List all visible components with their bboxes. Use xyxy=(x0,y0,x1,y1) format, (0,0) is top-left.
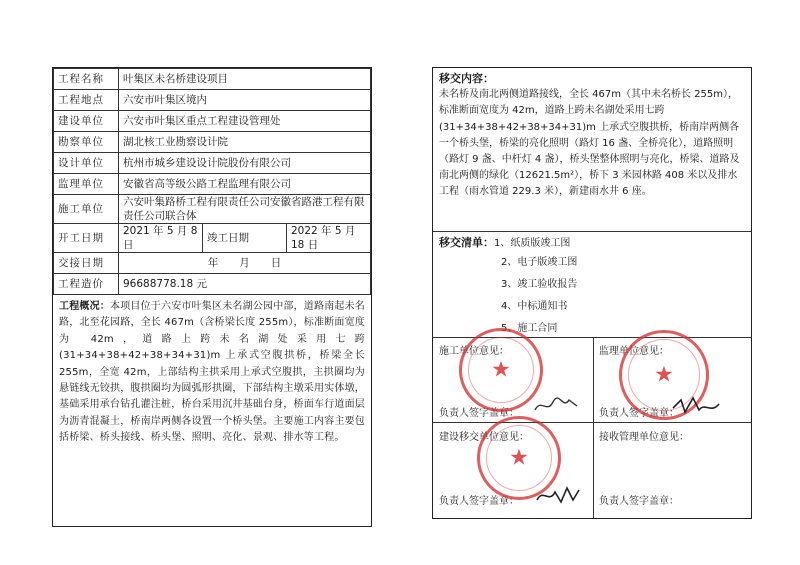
list-item: 5、施工合同 xyxy=(501,323,558,335)
row-label: 工程地点 xyxy=(54,90,119,111)
signer-label: 负责人签字盖章： xyxy=(599,408,679,419)
table-row xyxy=(54,174,371,195)
row-label: 建设单位 xyxy=(54,111,119,132)
contractor-unit: 六安叶集路桥工程有限责任公司安徽省路港工程有限责任公司联合体 xyxy=(119,195,371,224)
handover-date: 年 月 日 xyxy=(119,253,371,274)
survey-unit: 湖北核工业勘察设计院 xyxy=(119,132,371,153)
signer-label: 负责人签字盖章： xyxy=(599,496,679,507)
content-title: 移交内容： xyxy=(439,72,494,85)
handover-list xyxy=(433,232,751,338)
supervision-opinion: 监理单位意见： xyxy=(599,346,669,357)
start-date: 2021 年 5 月 8 日 xyxy=(119,224,203,253)
list-item: 1、纸质版竣工图 xyxy=(494,238,571,249)
list-item: 3、竣工验收报告 xyxy=(501,279,578,291)
table-row xyxy=(54,132,371,153)
row-label: 勘察单位 xyxy=(54,132,119,153)
star-icon: ★ xyxy=(509,445,529,471)
table-row xyxy=(54,153,371,174)
table-row xyxy=(54,69,371,90)
overview-text: 本项目位于六安市叶集区未名湖公园中部，道路南起未名路，北至花园路，全长 467m（含桥梁长度 255m），标准断面宽度为 42m，道路上跨未名湖处采用七跨(31+34+38+42+38+34+31)m 上承式空腹拱桥，桥梁全长 255m，全宽 42m，上部结构主拱采用上承式空腹拱，主拱圈均为悬链线无铰拱，腹拱圈均为圆弧形拱圈，下部结构主墩采用实体墩，基础采用承台钻孔灌注桩，桥台采用沉井基础台身，桥面车行道面层为沥青混凝土，桥南岸两侧各设置一个桥头堡。主要施工内容主要包括桥梁、桥头接线、桥头堡、照明、亮化、景观、排水等工程。 xyxy=(59,301,365,444)
project-cost: 96688778.18 元 xyxy=(119,274,371,295)
handwritten-signature xyxy=(533,394,579,416)
handover-content xyxy=(433,68,751,232)
project-overview xyxy=(53,295,371,451)
star-icon: ★ xyxy=(491,357,511,383)
table-row xyxy=(54,111,371,132)
handover-date-label: 交接日期 xyxy=(54,253,119,274)
handover-opinion: 建设移交单位意见： xyxy=(439,432,529,443)
design-unit: 杭州市城乡建设设计院股份有限公司 xyxy=(119,153,371,174)
handwritten-signature xyxy=(533,482,583,508)
company-seal xyxy=(459,328,543,412)
star-icon: ★ xyxy=(654,362,674,388)
project-name: 叶集区未名桥建设项目 xyxy=(119,69,371,90)
row-label: 施工单位 xyxy=(54,195,119,224)
overview-title: 工程概况： xyxy=(59,301,110,312)
handover-form xyxy=(432,67,752,519)
signer-label: 负责人签字盖章： xyxy=(439,496,519,507)
construction-opinion: 施工单位意见： xyxy=(439,346,509,357)
table-row xyxy=(54,274,371,295)
signature-grid xyxy=(433,338,751,518)
end-date: 2022 年 5 月 18 日 xyxy=(287,224,371,253)
end-date-label: 竣工日期 xyxy=(203,224,287,253)
start-date-label: 开工日期 xyxy=(54,224,119,253)
list-title: 移交清单： xyxy=(439,236,494,249)
row-label: 监理单位 xyxy=(54,174,119,195)
construction-unit: 六安市叶集区重点工程建设管理处 xyxy=(119,111,371,132)
table-row xyxy=(54,195,371,224)
info-table xyxy=(53,68,371,295)
content-text: 未名桥及南北两侧道路接线，全长 467m（其中未名桥长 255m），标准断面宽度为 42m，道路上跨未名湖处采用七跨(31+34+38+42+38+34+31)m 上承式空腹拱桥，桥南岸两侧各一个桥头堡，桥梁的亮化照明（路灯 16 盏、全桥亮化），道路照明（路灯 9 盏、中杆灯 4 盏），桥头堡整体照明与亮化，桥梁、道路及南北两侧的绿化（12621.5m²），桥下 3 米园林路 408 米以及排水工程（雨水管道 229.3 米），新建雨水井 6 座。 xyxy=(439,89,740,198)
table-row xyxy=(54,253,371,274)
cost-label: 工程造价 xyxy=(54,274,119,295)
table-row xyxy=(54,224,371,253)
supervision-unit: 安徽省高等级公路工程监理有限公司 xyxy=(119,174,371,195)
row-label: 工程名称 xyxy=(54,69,119,90)
row-label: 设计单位 xyxy=(54,153,119,174)
signer-label: 负责人签字盖章： xyxy=(439,408,519,419)
handwritten-signature xyxy=(671,394,721,418)
receiver-opinion: 接收管理单位意见： xyxy=(599,432,689,443)
table-row xyxy=(54,90,371,111)
list-item: 2、电子版竣工图 xyxy=(501,257,578,269)
project-location: 六安市叶集区境内 xyxy=(119,90,371,111)
project-info-form xyxy=(52,67,372,527)
list-item: 4、中标通知书 xyxy=(501,301,568,313)
